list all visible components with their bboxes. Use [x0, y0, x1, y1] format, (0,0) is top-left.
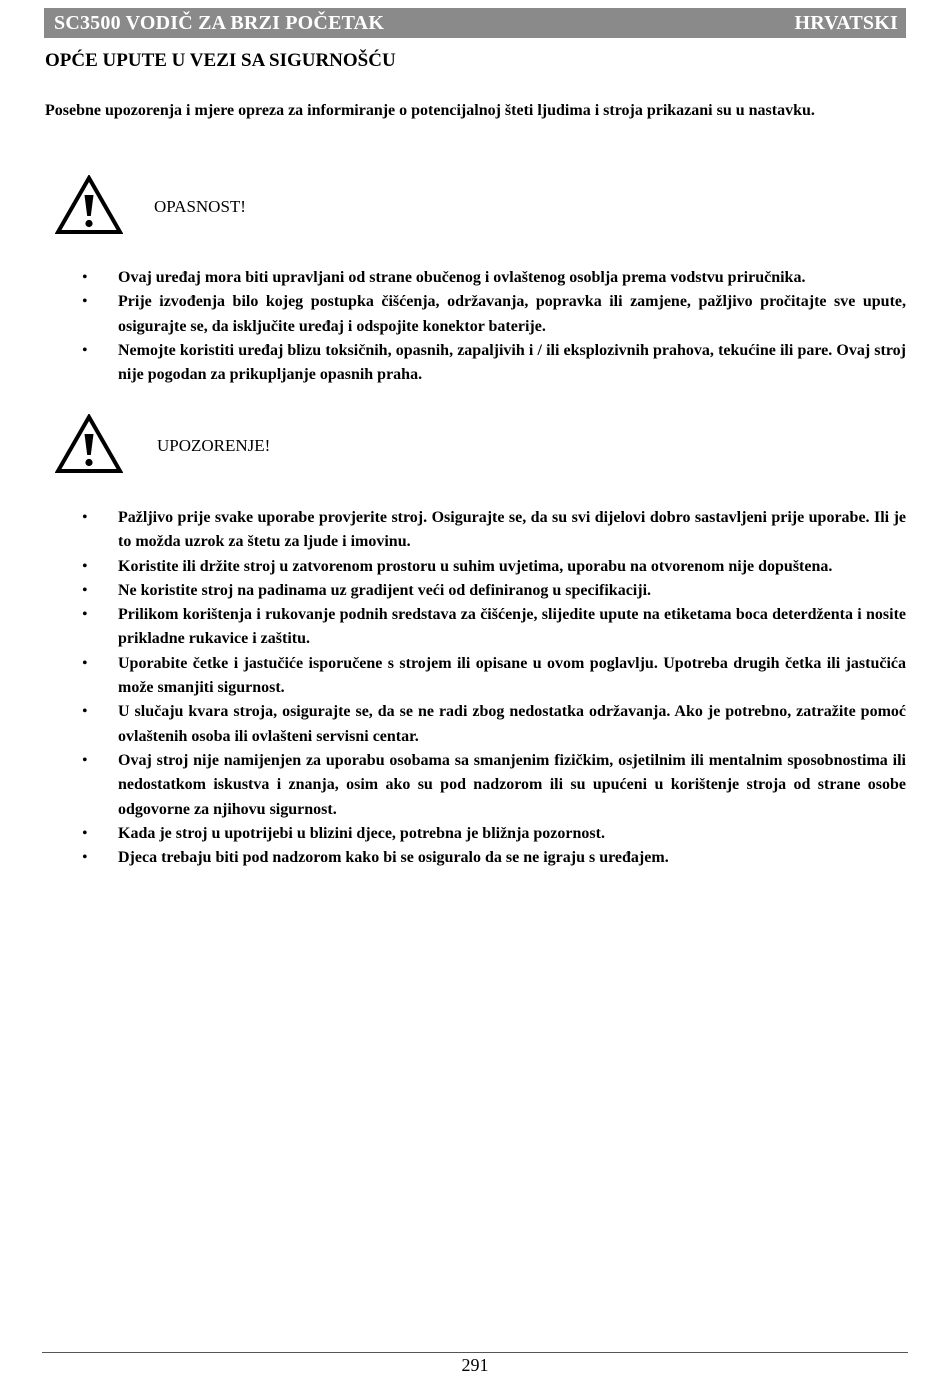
list-item: • Prije izvođenja bilo kojeg postupka čišćenja, održavanja, popravka ili zamjene, pažljivo pročitajte sve upute, osigurajte se, da isključite uređaj i odspojite konektor baterije. — [45, 290, 906, 339]
document-title: SC3500 VODIČ ZA BRZI POČETAK — [54, 11, 385, 34]
warning-list — [45, 506, 906, 870]
header-bar — [44, 8, 906, 38]
section-title: OPĆE UPUTE U VEZI SA SIGURNOŠĆU — [45, 50, 396, 71]
list-item: • Djeca trebaju biti pod nadzorom kako bi se osiguralo da se ne igraju s uređajem. — [45, 846, 906, 870]
warning-triangle-icon — [55, 175, 123, 235]
list-item: • Koristite ili držite stroj u zatvorenom prostoru u suhim uvjetima, uporabu na otvorenom nije dopuštena. — [45, 555, 906, 579]
list-item: • Ovaj uređaj mora biti upravljani od strane obučenog i ovlaštenog osoblja prema vodstvu priručnika. — [45, 266, 906, 290]
list-item: • Ovaj stroj nije namijenjen za uporabu osobama sa smanjenim fizičkim, osjetilnim ili mentalnim sposobnostima ili nedostatkom iskustva i znanja, osim ako su pod nadzorom ili su upućeni u korištenje stroja od strane osobe odgovorne za njihovu sigurnost. — [45, 749, 906, 822]
list-item: • Prilikom korištenja i rukovanje podnih sredstava za čišćenje, slijedite upute na etiketama boca deterdženta i nosite prikladne rukavice i zaštitu. — [45, 603, 906, 652]
intro-paragraph: Posebne upozorenja i mjere opreza za informiranje o potencijalnoj šteti ljudima i stroja prikazani su u nastavku. — [45, 102, 815, 119]
list-item: • Ne koristite stroj na padinama uz gradijent veći od definiranog u specifikaciji. — [45, 579, 906, 603]
list-item: • Pažljivo prije svake uporabe provjerite stroj. Osigurajte se, da su svi dijelovi dobro sastavljeni prije uporabe. Ili je to možda uzrok za štetu za ljude i imovinu. — [45, 506, 906, 555]
list-item: • Uporabite četke i jastučiće isporučene s strojem ili opisane u ovom poglavlju. Upotreba drugih četka ili jastučića može smanjiti sigurnost. — [45, 652, 906, 701]
danger-list — [45, 266, 906, 387]
list-item: • Nemojte koristiti uređaj blizu toksičnih, opasnih, zapaljivih i / ili eksplozivnih prahova, tekućine ili pare. Ovaj stroj nije pogodan za prikupljanje opasnih praha. — [45, 339, 906, 388]
list-item: • U slučaju kvara stroja, osigurajte se, da se ne radi zbog nedostatka održavanja. Ako je potrebno, zatražite pomoć ovlaštenih osoba ili ovlašteni servisni centar. — [45, 700, 906, 749]
page-number: 291 — [461, 1355, 489, 1375]
footer-divider — [42, 1352, 908, 1353]
language-label: HRVATSKI — [794, 11, 898, 34]
warning-triangle-icon — [55, 414, 123, 474]
list-item: • Kada je stroj u upotrijebi u blizini djece, potrebna je bližnja pozornost. — [45, 822, 906, 846]
danger-label: OPASNOST! — [154, 197, 246, 216]
warning-label: UPOZORENJE! — [157, 436, 271, 455]
